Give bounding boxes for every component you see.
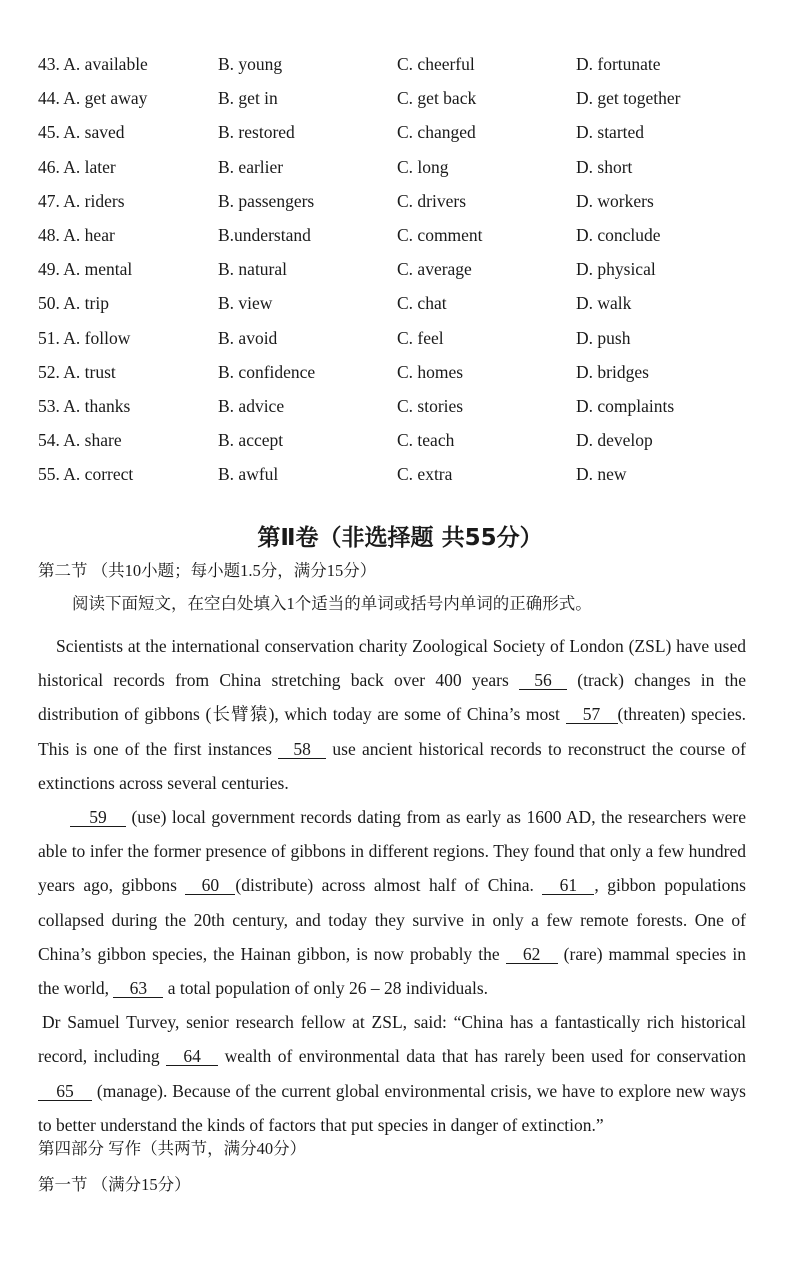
option-b: B. advice <box>218 395 285 416</box>
passage-text: a total population of only 26 – 28 individuals. <box>163 978 489 999</box>
option-row <box>38 52 778 86</box>
option-a: 54. A. share <box>38 430 122 451</box>
option-b: B. awful <box>218 464 279 485</box>
blank-61[interactable]: 61 <box>542 876 594 895</box>
passage-text: (use) local government records dating from as early as 1600 AD, the researchers were able to infer the former presence of gibbons in different regions. They found that only a few hundred years ago, gibbons <box>38 807 746 896</box>
options-table <box>38 52 778 496</box>
instruction: 阅读下面短文，在空白处填入1个适当的单词或括号内单词的正确形式。 <box>72 594 592 613</box>
option-b: B. confidence <box>218 361 316 382</box>
option-d: D. bridges <box>576 361 649 382</box>
option-c: C. teach <box>397 430 455 451</box>
option-row <box>38 257 778 291</box>
option-a: 45. A. saved <box>38 122 125 143</box>
passage-text: (distribute) across almost half of China. <box>235 875 543 896</box>
option-a: 43. A. available <box>38 54 148 74</box>
option-d: D. develop <box>576 430 653 451</box>
blank-56[interactable]: 56 <box>519 671 567 690</box>
option-row <box>38 86 778 120</box>
option-a: 51. A. follow <box>38 327 131 348</box>
passage-paragraph-1 <box>38 629 746 800</box>
passage-text: (manage). Because of the current global environmental crisis, we have to explore new ways to better understand the kinds of factors that put species in danger of extinction.” <box>38 1080 746 1135</box>
blank-57[interactable]: 57 <box>566 705 618 724</box>
option-row <box>38 223 778 257</box>
section2-header: 第二节 （共10小题；每小题1.5分，满分15分） <box>38 561 377 580</box>
blank-60[interactable]: 60 <box>185 876 235 895</box>
option-d: D. short <box>576 156 633 177</box>
option-b: B. young <box>218 54 283 74</box>
option-b: B. restored <box>218 122 295 143</box>
option-d: D. get together <box>576 88 681 109</box>
option-a: 44. A. get away <box>38 88 148 109</box>
option-c: C. long <box>397 156 449 177</box>
option-c: C. cheerful <box>397 54 475 74</box>
option-d: D. complaints <box>576 395 675 416</box>
option-c: C. drivers <box>397 190 467 211</box>
option-b: B. view <box>218 293 273 314</box>
option-b: B. passengers <box>218 190 315 211</box>
passage-text: (track) changes in the distribution of gibbons (长臂猿), which today are some of China’s most <box>38 670 746 725</box>
option-c: C. stories <box>397 395 464 416</box>
option-a: 48. A. hear <box>38 224 115 245</box>
passage-text: wealth of environmental data that has rarely been used for conservation <box>218 1046 746 1067</box>
option-d: D. conclude <box>576 224 661 245</box>
option-c: C. extra <box>397 464 453 485</box>
blank-64[interactable]: 64 <box>166 1047 218 1066</box>
part4-header: 第四部分 写作（共两节，满分40分） <box>38 1139 307 1158</box>
part2-title: 第Ⅱ卷（非选择题 共55分） <box>257 525 543 551</box>
passage-paragraph-3 <box>38 1005 746 1142</box>
option-a: 52. A. trust <box>38 361 116 382</box>
option-b: B. get in <box>218 88 278 109</box>
blank-59[interactable]: 59 <box>70 808 126 827</box>
option-c: C. chat <box>397 293 447 314</box>
option-row <box>38 326 778 360</box>
option-d: D. new <box>576 464 627 485</box>
blank-62[interactable]: 62 <box>506 945 558 964</box>
option-row <box>38 291 778 325</box>
option-row <box>38 155 778 189</box>
option-d: D. walk <box>576 293 632 314</box>
option-row <box>38 189 778 223</box>
passage-text: , gibbon populations collapsed during the 20th century, and today they survive in only a few remote forests. One of China’s gibbon species, the Hainan gibbon, is now probably the <box>38 875 746 964</box>
option-a: 50. A. trip <box>38 293 109 314</box>
option-c: C. comment <box>397 224 483 245</box>
option-row <box>38 462 778 496</box>
option-d: D. fortunate <box>576 54 661 74</box>
option-b: B. avoid <box>218 327 278 348</box>
option-a: 49. A. mental <box>38 259 133 280</box>
blank-58[interactable]: 58 <box>278 740 326 759</box>
passage-paragraph-2 <box>38 800 746 1005</box>
option-b: B. accept <box>218 430 284 451</box>
option-b: B.understand <box>218 224 311 245</box>
option-row <box>38 428 778 462</box>
option-row <box>38 394 778 428</box>
option-a: 47. A. riders <box>38 190 125 211</box>
option-d: D. started <box>576 122 645 143</box>
blank-65[interactable]: 65 <box>38 1082 92 1101</box>
option-c: C. feel <box>397 327 444 348</box>
option-d: D. physical <box>576 259 656 280</box>
option-c: C. homes <box>397 361 464 382</box>
passage-text: (threaten) species. This is one of the first instances <box>38 704 747 759</box>
blank-63[interactable]: 63 <box>113 979 163 998</box>
option-a: 55. A. correct <box>38 464 134 485</box>
option-row <box>38 120 778 154</box>
option-a: 46. A. later <box>38 156 116 177</box>
passage <box>38 629 746 1142</box>
passage-text: Scientists at the international conservation charity Zoological Society of London (ZSL) have used historical records from China stretching back over 400 years <box>38 636 746 691</box>
option-row <box>38 360 778 394</box>
option-d: D. workers <box>576 190 654 211</box>
option-c: C. get back <box>397 88 477 109</box>
passage-text: use ancient historical records to reconstruct the course of extinctions across several centuries. <box>38 738 746 793</box>
passage-text: (rare) mammal species in the world, <box>38 943 746 999</box>
option-d: D. push <box>576 327 631 348</box>
option-b: B. earlier <box>218 156 284 177</box>
section1-header: 第一节 （满分15分） <box>38 1175 191 1194</box>
option-b: B. natural <box>218 259 288 280</box>
option-a: 53. A. thanks <box>38 395 131 416</box>
option-c: C. changed <box>397 122 476 143</box>
passage-text: Dr Samuel Turvey, senior research fellow at ZSL, said: “China has a fantastically rich historical record, including <box>38 1012 746 1067</box>
option-c: C. average <box>397 259 472 280</box>
